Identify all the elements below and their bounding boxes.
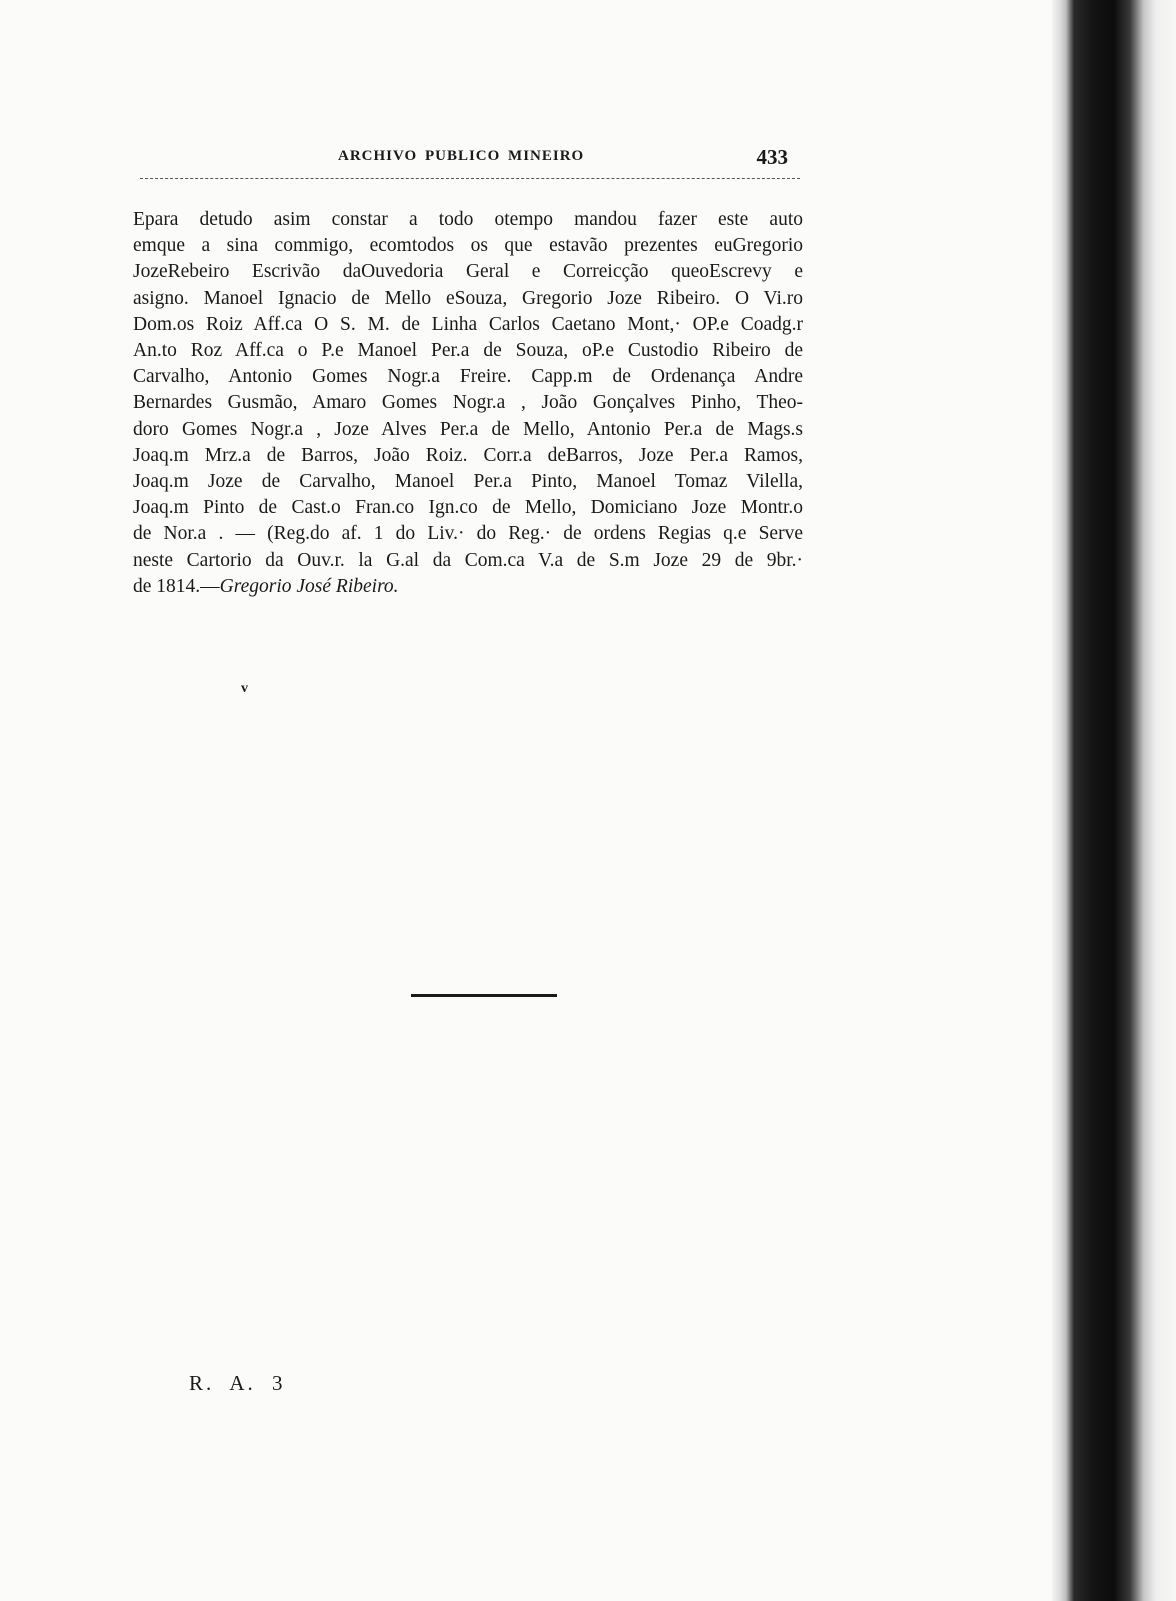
text-line: doro Gomes Nogr.a , Joze Alves Per.a de Mello, Antonio Per.a de Mags.s bbox=[133, 418, 803, 440]
text-line: emque a sina commigo, ecomtodos os que estavão prezentes euGregorio bbox=[133, 235, 803, 257]
text-line: Bernardes Gusmão, Amaro Gomes Nogr.a , João Gonçalves Pinho, Theo- bbox=[133, 392, 803, 414]
text-line: asigno. Manoel Ignacio de Mello eSouza, Gregorio Joze Ribeiro. O Vi.ro bbox=[133, 287, 803, 309]
text-line: Joaq.m Joze de Carvalho, Manoel Per.a Pinto, Manoel Tomaz Vilella, bbox=[133, 471, 803, 493]
running-title: ARCHIVO PUBLICO MINEIRO bbox=[338, 148, 585, 164]
text-line: JozeRebeiro Escrivão daOuvedoria Geral e Correicção queoEscrevy e bbox=[133, 261, 803, 283]
scribe-signature: Gregorio José Ribeiro. bbox=[219, 575, 399, 597]
text-line: neste Cartorio da Ouv.r. la G.al da Com.ca V.a de S.m Joze 29 de 9br.· bbox=[133, 549, 803, 571]
closing-line bbox=[133, 574, 803, 600]
signature-mark: R. A. 3 bbox=[189, 1371, 286, 1395]
text-line: Joaq.m Mrz.a de Barros, João Roiz. Corr.a deBarros, Joze Per.a Ramos, bbox=[133, 444, 803, 466]
text-line: de Nor.a . — (Reg.do af. 1 do Liv.· do Reg.· de ordens Regias q.e Serve bbox=[133, 523, 803, 545]
text-line: An.to Roz Aff.ca o P.e Manoel Per.a de Souza, oP.e Custodio Ribeiro de bbox=[133, 340, 803, 362]
closing-date: de 1814.— bbox=[133, 575, 220, 597]
running-header bbox=[130, 145, 800, 176]
text-line: Joaq.m Pinto de Cast.o Fran.co Ign.co de Mello, Domiciano Joze Montr.o bbox=[133, 497, 803, 519]
section-end-rule bbox=[411, 994, 557, 997]
stray-mark: v bbox=[241, 681, 248, 696]
text-line: Dom.os Roiz Aff.ca O S. M. de Linha Carlos Caetano Mont,· OP.e Coadg.r bbox=[133, 313, 803, 335]
book-spine-shadow bbox=[1052, 0, 1176, 1601]
body-paragraph bbox=[133, 207, 803, 600]
page-number: 433 bbox=[756, 145, 788, 169]
header-rule bbox=[140, 178, 800, 179]
text-line: Epara detudo asim constar a todo otempo mandou fazer este auto bbox=[133, 209, 803, 230]
text-line: Carvalho, Antonio Gomes Nogr.a Freire. Capp.m de Ordenança Andre bbox=[133, 366, 803, 388]
